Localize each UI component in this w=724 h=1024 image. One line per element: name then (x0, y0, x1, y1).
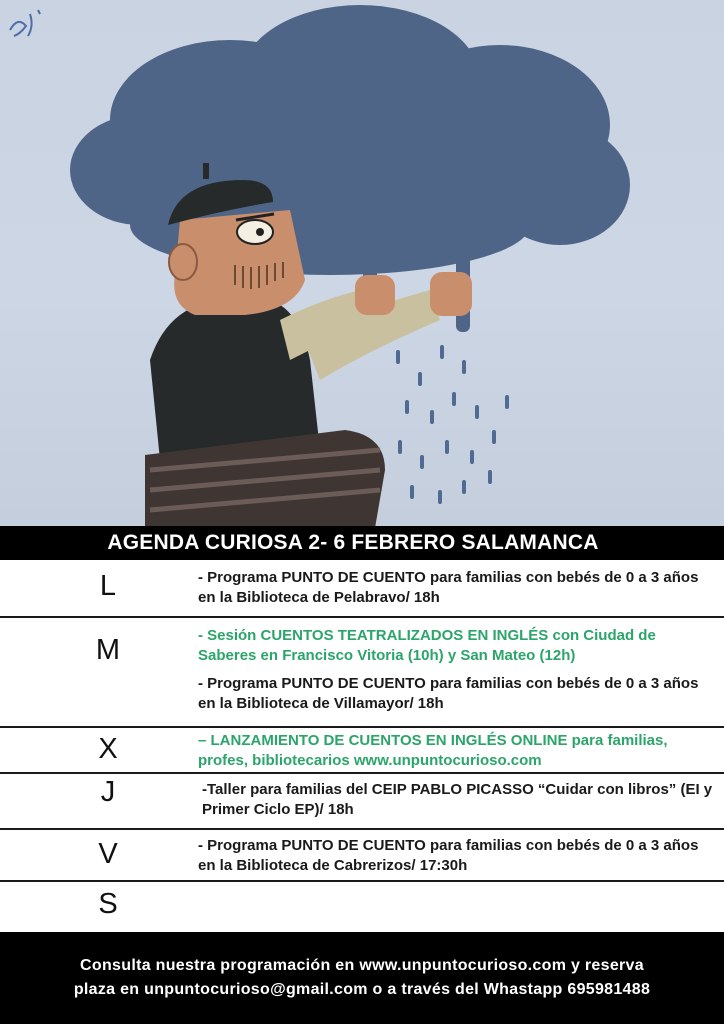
day-letter: J (100, 776, 116, 808)
day-letter: V (98, 838, 118, 870)
event-text: - Programa PUNTO DE CUENTO para familias con bebés de 0 a 3 años en la Biblioteca de Villamayor/ 18h (198, 675, 699, 712)
event-text: - Programa PUNTO DE CUENTO para familias con bebés de 0 a 3 años en la Biblioteca de Pelabravo/ 18h (198, 569, 699, 606)
day-letter: M (95, 634, 121, 666)
man-hand-left (355, 275, 395, 315)
man-hand-right (430, 272, 472, 316)
day-letter: X (98, 733, 118, 765)
event-text: -Taller para familias del CEIP PABLO PICASSO “Cuidar con libros” (EI y Primer Ciclo EP)/ 18h (202, 781, 713, 818)
event-text: - Programa PUNTO DE CUENTO para familias con bebés de 0 a 3 años en la Biblioteca de Cabrerizos/ 17:30h (198, 837, 699, 874)
man-ear (169, 244, 197, 280)
man-eye (237, 220, 273, 244)
event-text-highlight: - Sesión CUENTOS TEATRALIZADOS EN INGLÉS con Ciudad de Saberes en Francisco Vitoria (10h) y San Mateo (12h) (198, 627, 656, 664)
contact-footer (0, 932, 724, 1024)
day-letter: L (99, 570, 117, 602)
day-row-wednesday (0, 728, 724, 774)
rain-drops (396, 345, 509, 504)
day-letter: S (98, 888, 118, 920)
agenda-title: AGENDA CURIOSA 2- 6 FEBRERO SALAMANCA (107, 531, 599, 554)
day-row-thursday (0, 774, 724, 830)
agenda-title-bar (0, 526, 724, 560)
day-row-friday (0, 830, 724, 882)
artist-signature (10, 10, 40, 36)
day-row-monday (0, 560, 724, 618)
event-text-highlight: – LANZAMIENTO DE CUENTOS EN INGLÉS ONLINE para familias, profes, bibliotecarios www.unpuntocurioso.com (198, 732, 668, 769)
footer-line-2: plaza en unpuntocurioso@gmail.com o a través del Whastapp 695981488 (73, 981, 651, 998)
day-row-saturday (0, 882, 724, 932)
day-row-tuesday (0, 618, 724, 728)
footer-line-1: Consulta nuestra programación en www.unpuntocurioso.com y reserva (80, 957, 644, 974)
rain-cloud (70, 5, 630, 275)
